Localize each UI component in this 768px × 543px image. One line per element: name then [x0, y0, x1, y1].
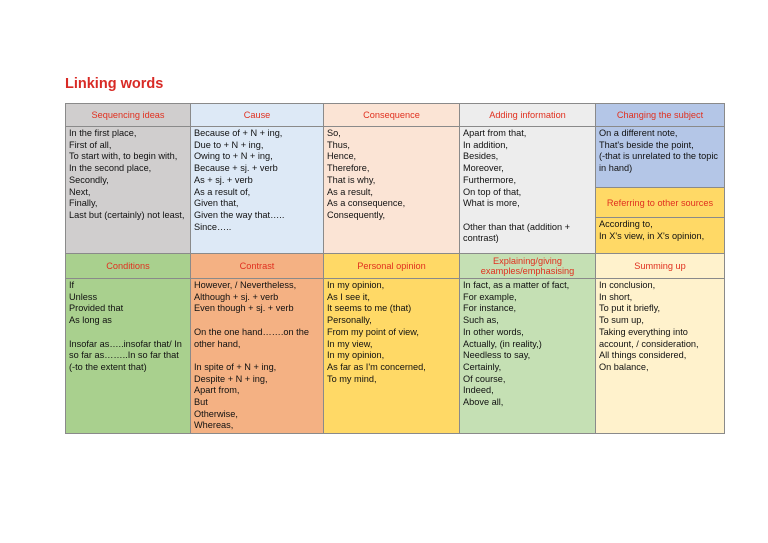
header-personal-opinion: Personal opinion	[324, 254, 460, 279]
cell-personal-opinion	[324, 279, 460, 434]
phrase-line: Of course,	[463, 373, 506, 384]
header-sequencing: Sequencing ideas	[66, 104, 191, 127]
phrase-line: In the second place,	[69, 163, 152, 174]
phrase-line: In my view,	[327, 338, 373, 349]
phrase-line: To start with, to begin with,	[69, 151, 178, 162]
phrase-line: Moreover,	[463, 163, 504, 174]
phrase-line: Taking everything into account, / consideration,	[599, 326, 699, 349]
phrase-line: As a result,	[327, 186, 373, 197]
phrase-line: Finally,	[69, 198, 98, 209]
cell-contrast	[191, 279, 324, 434]
phrase-line: In short,	[599, 291, 633, 302]
phrase-line: In fact, as a matter of fact,	[463, 280, 570, 290]
cell-cause	[191, 127, 324, 254]
phrase-line: Given the way that…..	[194, 209, 285, 220]
phrase-line: To sum up,	[599, 315, 644, 326]
phrase-line: Owing to + N + ing,	[194, 151, 273, 162]
phrase-line: Other than that (addition + contrast)	[463, 221, 573, 244]
phrase-line: That's beside the point,	[599, 139, 694, 150]
phrase-line: Needless to say,	[463, 350, 531, 361]
phrase-line	[69, 327, 187, 339]
phrase-line: In spite of + N + ing,	[194, 361, 277, 372]
header-summing-up: Summing up	[596, 254, 725, 279]
phrase-line: Thus,	[327, 139, 350, 150]
header-conditions: Conditions	[66, 254, 191, 279]
phrase-line: However, / Nevertheless,	[194, 280, 297, 290]
phrase-line: It seems to me (that)	[327, 303, 412, 314]
phrase-line: (-that is unrelated to the topic in hand)	[599, 151, 721, 174]
phrase-line: Because + sj. + verb	[194, 163, 278, 174]
phrase-line: As I see it,	[327, 291, 370, 302]
phrase-line: As a result of,	[194, 186, 251, 197]
header-contrast: Contrast	[191, 254, 324, 279]
cell-changing-subject	[596, 127, 725, 188]
phrase-line: To my mind,	[327, 373, 377, 384]
phrase-line: Besides,	[463, 151, 499, 162]
phrase-line: Although + sj. + verb	[194, 291, 279, 302]
linking-words-table	[65, 103, 725, 434]
phrase-line: Unless	[69, 291, 98, 302]
phrase-line: Above all,	[463, 397, 504, 408]
phrase-line: As far as I'm concerned,	[327, 361, 426, 372]
cell-summing-up	[596, 279, 725, 434]
phrase-line: Hence,	[327, 151, 357, 162]
phrase-line: Since…..	[194, 221, 232, 232]
phrase-line: In other words,	[463, 326, 524, 337]
phrase-line: In addition,	[463, 139, 508, 150]
phrase-line: All things considered,	[599, 350, 687, 361]
cell-adding-information	[460, 127, 596, 254]
header-changing-subject: Changing the subject	[596, 104, 725, 127]
phrase-line: Due to + N + ing,	[194, 139, 264, 150]
phrase-line: Secondly,	[69, 174, 109, 185]
cell-conditions	[66, 279, 191, 434]
phrase-line: As long as	[69, 315, 112, 326]
phrase-line: Consequently,	[327, 209, 386, 220]
phrase-line: Because of + N + ing,	[194, 128, 283, 138]
phrase-line: Provided that	[69, 303, 124, 314]
phrase-line: Last but (certainly) not least,	[69, 209, 185, 220]
phrase-line: In the first place,	[69, 128, 137, 138]
phrase-line: Therefore,	[327, 163, 370, 174]
phrase-line: On balance,	[599, 361, 649, 372]
phrase-line: If	[69, 280, 75, 290]
cell-consequence	[324, 127, 460, 254]
phrase-line: Indeed,	[463, 385, 494, 396]
phrase-line: In conclusion,	[599, 280, 656, 290]
phrase-line: That is why,	[327, 174, 376, 185]
phrase-line: For example,	[463, 291, 517, 302]
header-adding-information: Adding information	[460, 104, 596, 127]
phrase-line: Next,	[69, 186, 91, 197]
phrase-line: Whereas,	[194, 420, 234, 431]
phrase-line: Such as,	[463, 315, 499, 326]
phrase-line: In X's view, in X's opinion,	[599, 230, 705, 241]
phrase-line	[194, 315, 320, 327]
phrase-line: Apart from,	[194, 385, 240, 396]
phrase-line: First of all,	[69, 139, 112, 150]
phrase-line: Furthermore,	[463, 174, 517, 185]
phrase-line: But	[194, 397, 208, 408]
phrase-line: In my opinion,	[327, 350, 385, 361]
phrase-line: In my opinion,	[327, 280, 385, 290]
cell-referring-sources	[596, 218, 725, 254]
phrase-line	[463, 210, 592, 222]
phrase-line: On the one hand…….on the other hand,	[194, 326, 312, 349]
phrase-line: So,	[327, 128, 341, 138]
phrase-line: From my point of view,	[327, 326, 419, 337]
phrase-line: As a consequence,	[327, 198, 406, 209]
phrase-line: As + sj. + verb	[194, 174, 253, 185]
phrase-line: Personally,	[327, 315, 372, 326]
phrase-line: Actually, (in reality,)	[463, 338, 542, 349]
header-consequence: Consequence	[324, 104, 460, 127]
header-referring-sources: Referring to other sources	[596, 188, 725, 218]
page-title: Linking words	[65, 76, 164, 92]
phrase-line: Insofar as…..insofar that/ In so far as……..In so far that (-to the extent that)	[69, 338, 185, 372]
phrase-line: According to,	[599, 219, 653, 229]
phrase-line: To put it briefly,	[599, 303, 661, 314]
phrase-line: On a different note,	[599, 128, 678, 138]
phrase-line: For instance,	[463, 303, 517, 314]
cell-explaining	[460, 279, 596, 434]
phrase-line: Apart from that,	[463, 128, 527, 138]
phrase-line: What is more,	[463, 198, 520, 209]
phrase-line: Certainly,	[463, 361, 502, 372]
phrase-line: Given that,	[194, 198, 239, 209]
header-explaining: Explaining/giving examples/emphasising	[460, 254, 596, 279]
cell-sequencing	[66, 127, 191, 254]
phrase-line	[194, 350, 320, 362]
phrase-line: Even though + sj. + verb	[194, 303, 294, 314]
phrase-line: On top of that,	[463, 186, 522, 197]
phrase-line: Despite + N + ing,	[194, 373, 268, 384]
header-cause: Cause	[191, 104, 324, 127]
phrase-line: Otherwise,	[194, 408, 238, 419]
